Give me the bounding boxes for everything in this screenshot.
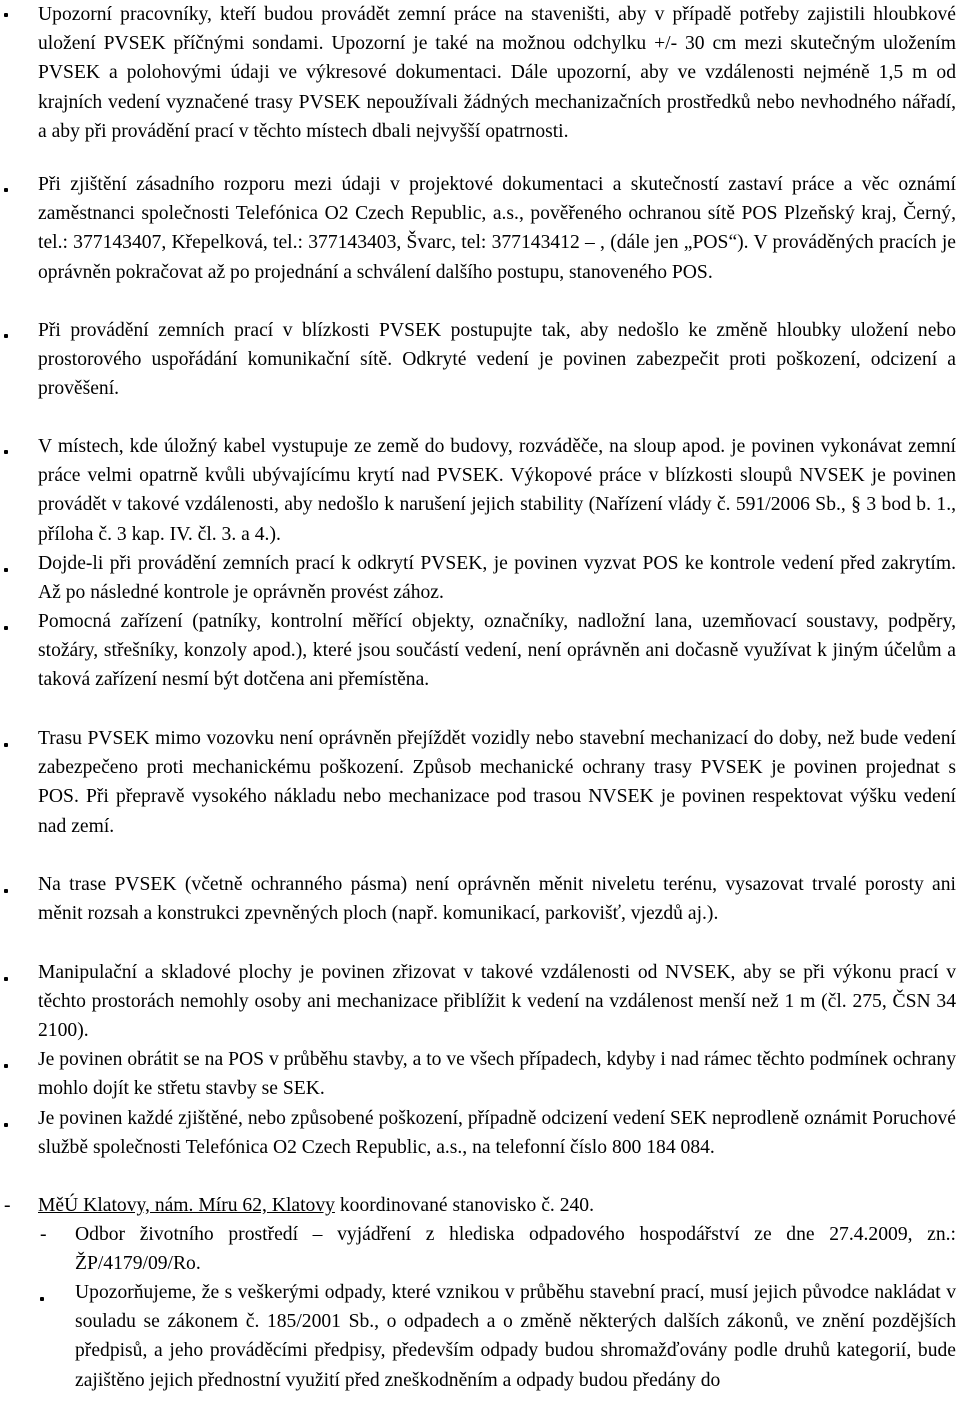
bullet-item-5: Dojde-li při provádění zemních prací k odkrytí PVSEK, je povinen vyzvat POS ke kontrole vedení před zakrytím. Až po následné kontrole je oprávněn provést zához. [38,553,956,604]
bullet-marker [4,977,8,981]
bullet-marker [40,1297,44,1301]
bullet-marker [4,568,8,572]
bullet-marker [4,743,8,747]
bullet-item-1: Upozorní pracovníky, kteří budou provádět zemní práce na staveništi, aby v případě potřeby zajistili hloubkové uložení PVSEK příčnými sondami. Upozorní je také na možnou odchylku +/- 30 cm mezi skutečným uložením PVSEK a polohovými údaji ve výkresové dokumentaci. Dále upozorní, aby ve vzdálenosti nejméně 1,5 m od krajních vedení vyznačené trasy PVSEK nepoužívali žádných mechanizačních prostředků nebo nevhodného nářadí, a aby při provádění prací v těchto místech dbali nejvyšší opatrnosti. [38,4,956,142]
bullet-item-10: Je povinen obrátit se na POS v průběhu stavby, a to ve všech případech, kdyby i nad rámec těchto podmínek ochrany mohlo dojít ke střetu stavby se SEK. [38,1049,956,1100]
bullet-item-4: V místech, kde úložný kabel vystupuje ze země do budovy, rozváděče, na sloup apod. je povinen vykonávat zemní práce velmi opatrně kvůli ubývajícímu krytí nad PVSEK. Výkopové práce v blízkosti sloupů NVSEK je povinen provádět v takové vzdálenosti, aby nedošlo k narušení jejich stability (Nařízení vlády č. 591/2006 Sb., § 3 bod b. 1., příloha č. 3 kap. IV. čl. 3. a 4.). [38,436,956,545]
bullet-item-8: Na trase PVSEK (včetně ochranného pásma) není oprávněn měnit niveletu terénu, vysazovat trvalé porosty ani měnit rozsah a konstrukci zpevněných ploch (např. komunikací, parkovišť, vjezdů aj.). [38,874,956,925]
bullet-item-11: Je povinen každé zjištěné, nebo způsobené poškození, případně odcizení vedení SEK neprodleně oznámit Poruchové službě společnosti Telefónica O2 Czech Republic, a.s., na telefonní číslo 800 184 084. [38,1108,956,1159]
section-dash: - [4,1195,11,1216]
bullet-marker [4,889,8,893]
section-rest: koordinované stanovisko č. 240. [334,1195,594,1216]
bullet-item-7: Trasu PVSEK mimo vozovku není oprávněn přejíždět vozidly nebo stavební mechanizací do doby, než bude vedení zabezpečeno proti mechanickému poškození. Způsob mechanické ochrany trasy PVSEK je povinen projednat s POS. Při přepravě vysokého nákladu nebo mechanizace pod trasou NVSEK je povinen respektovat výšku vedení nad zemí. [38,728,956,837]
section-heading [38,1191,956,1220]
bullet-item-9: Manipulační a skladové plochy je povinen zřizovat v takové vzdálenosti od NVSEK, aby se při výkonu prací v těchto prostorách nemohly osoby ani mechanizace přiblížit k vedení na vzdálenost menší než 1 m (čl. 275, ČSN 34 2100). [38,962,956,1042]
bullet-marker [4,1123,8,1127]
bullet-item-2: Při zjištění zásadního rozporu mezi údaji v projektové dokumentaci a skutečností zastaví práce a věc oznámí zaměstnanci společnosti Telefónica O2 Czech Republic, a.s., pověřeného ochranou sítě POS Plzeňský kraj, Černý, tel.: 377143407, Křepelková, tel.: 377143403, Švarc, tel: 377143412 – , (dále jen „POS“). V prováděných pracích je oprávněn pokračovat až po projednání a schválení dalšího postupu, stanoveného POS. [38,174,956,283]
sub-dash-marker: - [40,1224,47,1245]
bullet-marker [4,13,8,17]
bullet-marker [4,450,8,454]
bullet-item-3: Při provádění zemních prací v blízkosti PVSEK postupujte tak, aby nedošlo ke změně hloubky uložení nebo prostorového uspořádání komunikační sítě. Odkryté vedení je povinen zabezpečit proti poškození, odcizení a prověšení. [38,320,956,400]
bullet-item-6: Pomocná zařízení (patníky, kontrolní měřící objekty, označníky, nadložní lana, uzemňovací soustavy, podpěry, stožáry, střešníky, konzoly apod.), které jsou součástí vedení, není oprávněn ani dočasně využívat k jiným účelům a taková zařízení nesmí být dotčena ani přemístěna. [38,611,956,691]
sub-dash-item: Odbor životního prostředí – vyjádření z hlediska odpadového hospodářství ze dne 27.4.2009, zn.: ŽP/4179/09/Ro. [75,1224,956,1275]
bullet-marker [4,188,8,192]
bullet-marker [4,1064,8,1068]
bullet-marker [4,626,8,630]
authority-link[interactable]: MěÚ Klatovy, nám. Míru 62, Klatovy [38,1195,335,1216]
sub-bullet-item: Upozorňujeme, že s veškerými odpady, které vznikou v průběhu stavební prací, musí jejich původce nakládat v souladu se zákonem č. 185/2001 Sb., o odpadech a o změně některých dalších zákonů, ve znění pozdějších předpisů, a jeho prováděcími předpisy, především odpady budou shromažďovány podle druhů kategorií, bude zajištěno jejich přednostní využití před zneškodněním a odpady budou předány do [75,1282,956,1391]
bullet-marker [4,334,8,338]
